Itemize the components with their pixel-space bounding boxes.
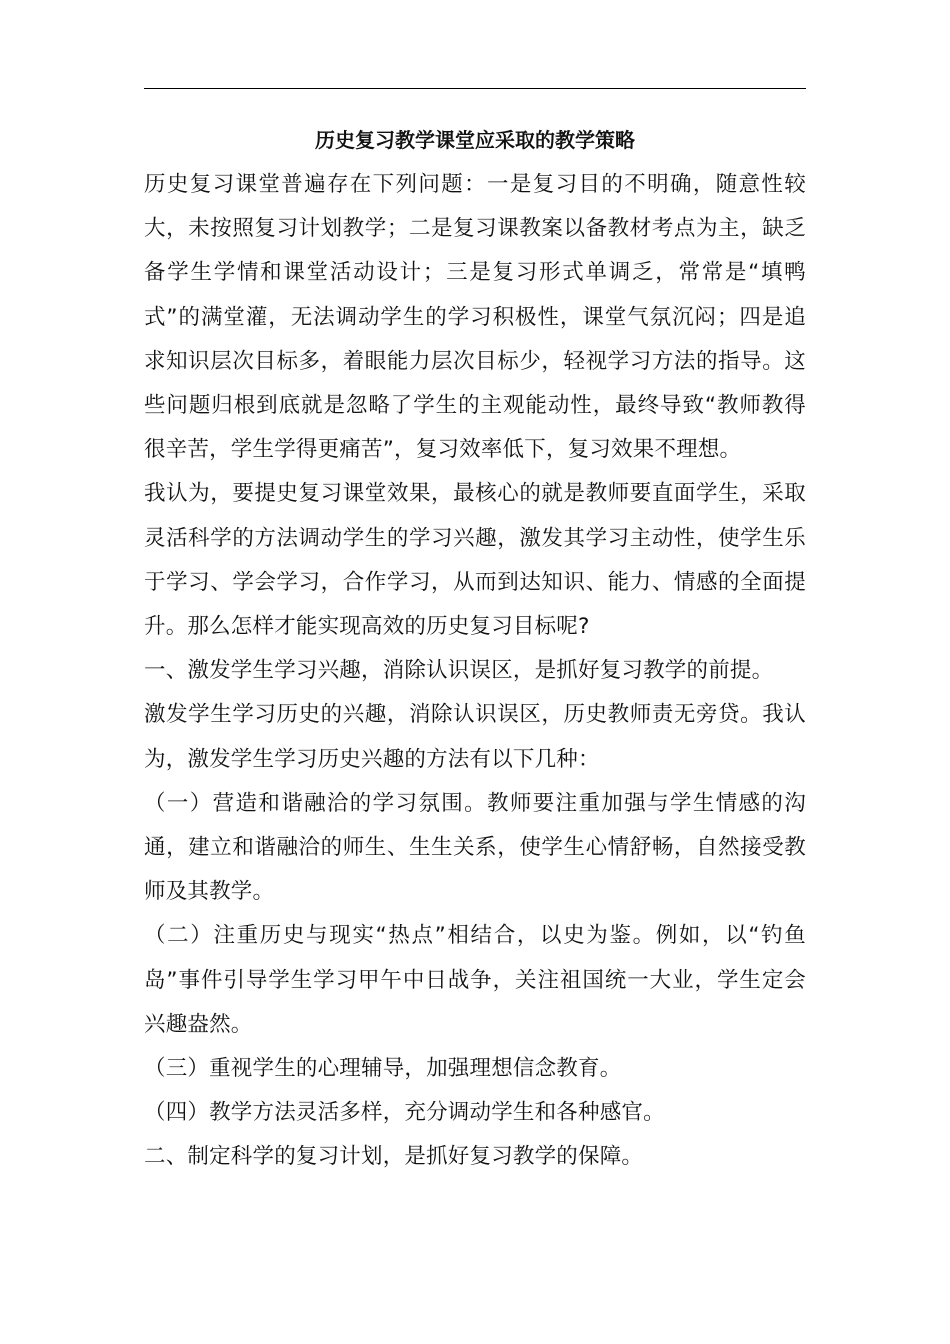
list-item-1: （一）营造和谐融洽的学习氛围。教师要注重加强与学生情感的沟通，建立和谐融洽的师生、生生关系，使学生心情舒畅，自然接受教师及其教学。	[144, 790, 806, 905]
paragraph-opinion: 我认为，要提史复习课堂效果，最核心的就是教师要直面学生，采取灵活科学的方法调动学生的学习兴趣，激发其学习主动性，使学生乐于学习、学会学习，合作学习，从而到达知识、能力、情感的全面提升。那么怎样才能实现高效的历史复习目标呢?	[144, 481, 806, 640]
paragraph-problems: 历史复习课堂普遍存在下列问题：一是复习目的不明确，随意性较大，未按照复习计划教学；二是复习课教案以备教材考点为主，缺乏备学生学情和课堂活动设计；三是复习形式单调乏，常常是“填鸭式”的满堂灌，无法调动学生的学习积极性，课堂气氛沉闷；四是追求知识层次目标多，着眼能力层次目标少，轻视学习方法的指导。这些问题归根到底就是忽略了学生的主观能动性，最终导致“教师教得很辛苦，学生学得更痛苦”，复习效率低下，复习效果不理想。	[144, 172, 806, 463]
document-title: 历史复习教学课堂应采取的教学策略	[315, 128, 635, 152]
heading-section-1: 一、激发学生学习兴趣，消除认识误区，是抓好复习教学的前提。	[144, 658, 774, 684]
paragraph-interest: 激发学生学习历史的兴趣，消除认识误区，历史教师责无旁贷。我认为，激发学生学习历史兴趣的方法有以下几种：	[144, 702, 806, 772]
list-item-2: （二）注重历史与现实“热点”相结合，以史为鉴。例如，以“钓鱼岛”事件引导学生学习甲午中日战争，关注祖国统一大业，学生定会兴趣盎然。	[144, 923, 806, 1037]
list-item-3: （三）重视学生的心理辅导，加强理想信念教育。	[144, 1056, 622, 1082]
header-rule	[144, 88, 806, 89]
document-body	[144, 163, 806, 1180]
heading-section-2: 二、制定科学的复习计划，是抓好复习教学的保障。	[144, 1144, 644, 1170]
list-item-4: （四）教学方法灵活多样，充分调动学生和各种感官。	[144, 1100, 665, 1126]
